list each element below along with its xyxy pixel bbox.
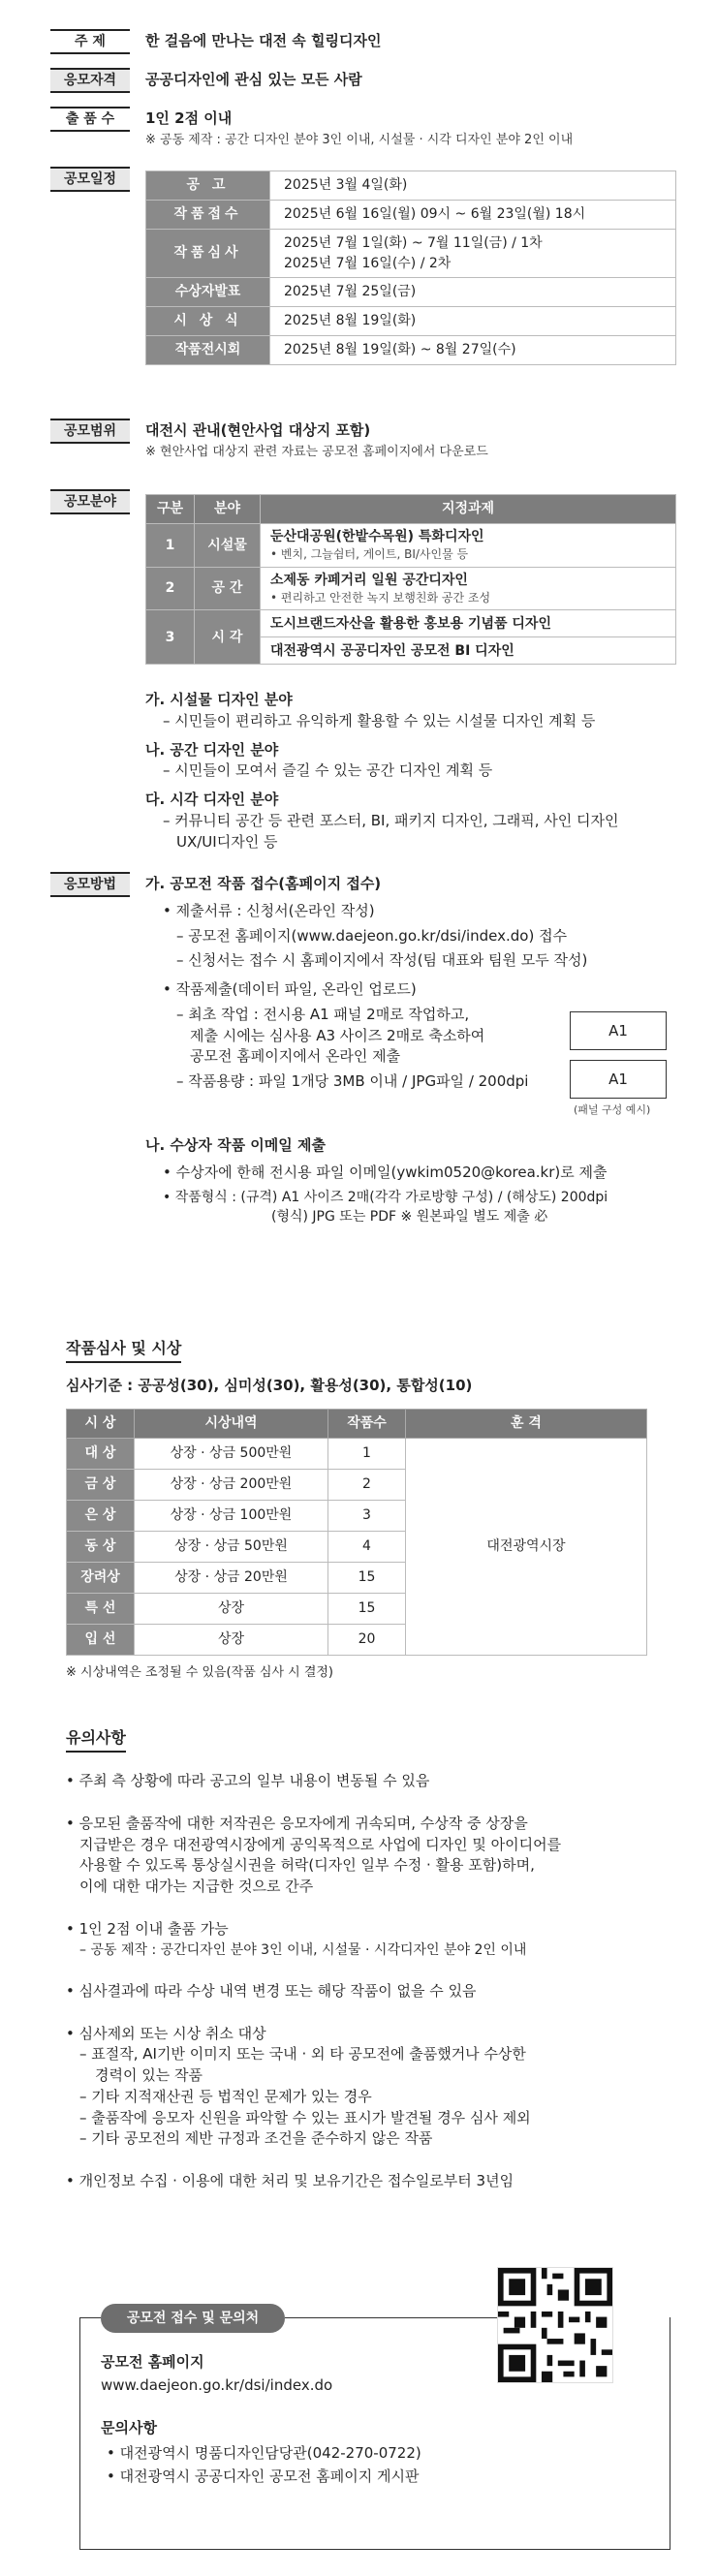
panel-note: (패널 구성 예시) bbox=[574, 1103, 651, 1116]
award-name: 대 상 bbox=[67, 1439, 135, 1470]
fields-desc-title: 다. 시각 디자인 분야 bbox=[145, 791, 279, 808]
judging-title: 작품심사 및 시상 bbox=[66, 1337, 181, 1363]
notice-line: • 심사결과에 따라 수상 내역 변경 또는 해당 작품이 없을 수 있음 bbox=[66, 1981, 477, 2000]
contact-inquiry-1: • 대전광역시 명품디자인담당관(042-270-0722) bbox=[107, 2444, 421, 2462]
notice-title: 유의사항 bbox=[66, 1726, 126, 1753]
method-a2-1: – 최초 작업 : 전시용 A1 패널 2매로 작업하고, bbox=[176, 1005, 470, 1023]
method-a1-1: – 공모전 홈페이지(www.daejeon.go.kr/dsi/index.do) 접수 bbox=[176, 926, 568, 945]
contact-inquiry-title: 문의사항 bbox=[101, 2419, 157, 2436]
fields-task-title: 대전광역시 공공디자인 공모전 BI 디자인 bbox=[261, 637, 676, 665]
award-header: 작품수 bbox=[328, 1410, 406, 1439]
award-count: 4 bbox=[328, 1532, 406, 1563]
schedule-value: 2025년 8월 19일(화) bbox=[270, 307, 676, 336]
fields-name: 공 간 bbox=[195, 567, 261, 610]
schedule-head: 작품접수 bbox=[146, 201, 270, 230]
contact-tab: 공모전 접수 및 문의처 bbox=[101, 2304, 285, 2333]
fields-task-title: 둔산대공원(한밭수목원) 특화디자인 bbox=[270, 529, 484, 544]
schedule-row bbox=[146, 336, 676, 365]
notice-line: • 개인정보 수집 · 이용에 대한 처리 및 보유기간은 접수일로부터 3년임 bbox=[66, 2172, 514, 2190]
notice-item bbox=[66, 1814, 678, 1898]
schedule-row bbox=[146, 230, 676, 278]
fields-task bbox=[261, 567, 676, 610]
notice-line: 지급받은 경우 대전광역시장에게 공익목적으로 사업에 디자인 및 아이디어를 bbox=[79, 1835, 562, 1853]
award-name: 입 선 bbox=[67, 1625, 135, 1656]
method-b-title: 나. 수상자 작품 이메일 제출 bbox=[145, 1136, 326, 1154]
award-header: 시상내역 bbox=[135, 1410, 328, 1439]
schedule-value: 2025년 7월 25일(금) bbox=[270, 278, 676, 307]
award-detail: 상장 · 상금 100만원 bbox=[135, 1501, 328, 1532]
method-a1-2: – 신청서는 접수 시 홈페이지에서 작성(팀 대표와 팀원 모두 작성) bbox=[176, 951, 588, 970]
fields-header: 구분 bbox=[146, 495, 195, 524]
award-header: 훈 격 bbox=[406, 1410, 647, 1439]
method-label: 응모방법 bbox=[50, 872, 130, 897]
method-b3: (형식) JPG 또는 PDF ※ 원본파일 별도 제출 必 bbox=[271, 1208, 548, 1225]
notice-list bbox=[66, 1771, 678, 2214]
notice-line: – 출품작에 응모자 신원을 파악할 수 있는 표시가 발견될 경우 심사 제외 bbox=[79, 2108, 531, 2126]
fields-no: 2 bbox=[146, 567, 195, 610]
notice-item bbox=[66, 2024, 678, 2151]
schedule-head: 작품전시회 bbox=[146, 336, 270, 365]
fields-label: 공모분야 bbox=[50, 489, 130, 514]
award-count: 3 bbox=[328, 1501, 406, 1532]
award-header: 시 상 bbox=[67, 1410, 135, 1439]
schedule-row bbox=[146, 171, 676, 201]
scope-value: 대전시 관내(현안사업 대상지 포함) bbox=[145, 421, 371, 439]
theme-label: 주 제 bbox=[50, 29, 130, 54]
award-detail: 상장 · 상금 20만원 bbox=[135, 1563, 328, 1594]
fields-row bbox=[146, 610, 676, 637]
award-count: 15 bbox=[328, 1563, 406, 1594]
notice-line: • 심사제외 또는 시상 취소 대상 bbox=[66, 2024, 266, 2042]
award-detail: 상장 · 상금 500만원 bbox=[135, 1439, 328, 1470]
schedule-head: 공 고 bbox=[146, 171, 270, 201]
notice-line: – 기타 공모전의 제반 규정과 조건을 준수하지 않은 작품 bbox=[79, 2129, 433, 2148]
method-a1: • 제출서류 : 신청서(온라인 작성) bbox=[163, 901, 375, 919]
notice-line: 경력이 있는 작품 bbox=[95, 2066, 203, 2085]
fields-desc-text: – 커뮤니티 공간 등 관련 포스터, BI, 패키지 디자인, 그래픽, 사인 디자인 bbox=[163, 811, 619, 829]
method-b bbox=[145, 1135, 688, 1226]
submissions-value: 1인 2점 이내 bbox=[145, 109, 233, 127]
contact-box-top-left bbox=[79, 2317, 101, 2318]
method-a2-2: 제출 시에는 심사용 A3 사이즈 2매로 축소하여 bbox=[190, 1026, 485, 1044]
schedule-value bbox=[270, 230, 676, 278]
fields-task-title: 소제동 카페거리 일원 공간디자인 bbox=[270, 572, 468, 588]
award-count: 2 bbox=[328, 1470, 406, 1501]
method-b1: • 수상자에 한해 전시용 파일 이메일(ywkim0520@korea.kr)로 제출 bbox=[163, 1163, 608, 1181]
award-honor: 대전광역시장 bbox=[406, 1439, 647, 1656]
schedule-head: 수상자발표 bbox=[146, 278, 270, 307]
judging-note: ※ 시상내역은 조정될 수 있음(작품 심사 시 결정) bbox=[66, 1665, 334, 1680]
qr-code-icon[interactable] bbox=[497, 2267, 613, 2383]
fields-desc bbox=[145, 690, 688, 853]
scope-note: ※ 현안사업 대상지 관련 자료는 공모전 홈페이지에서 다운로드 bbox=[145, 445, 488, 459]
notice-item bbox=[66, 1981, 678, 2002]
award-table bbox=[66, 1409, 647, 1656]
contact-inquiry-2: • 대전광역시 공공디자인 공모전 홈페이지 게시판 bbox=[107, 2467, 420, 2485]
notice-line: 이에 대한 대가는 지급한 것으로 간주 bbox=[79, 1878, 314, 1895]
fields-desc-title: 가. 시설물 디자인 분야 bbox=[145, 691, 293, 708]
notice-item bbox=[66, 1771, 678, 1792]
fields-name: 시설물 bbox=[195, 524, 261, 568]
fields-row bbox=[146, 567, 676, 610]
award-header-row bbox=[67, 1410, 647, 1439]
schedule-table bbox=[145, 171, 676, 365]
contact-site-url[interactable]: www.daejeon.go.kr/dsi/index.do bbox=[101, 2376, 333, 2394]
submissions-note: ※ 공동 제작 : 공간 디자인 분야 3인 이내, 시설물 · 시각 디자인 분야 2인 이내 bbox=[145, 133, 574, 147]
schedule-value-line1: 2025년 7월 1일(화) ~ 7월 11일(금) / 1차 bbox=[284, 235, 543, 252]
notice-line: • 주최 측 상황에 따라 공고의 일부 내용이 변동될 수 있음 bbox=[66, 1772, 430, 1789]
award-count: 20 bbox=[328, 1625, 406, 1656]
fields-desc-text: – 시민들이 편리하고 유익하게 활용할 수 있는 시설물 디자인 계획 등 bbox=[163, 711, 596, 729]
eligibility-label: 응모자격 bbox=[50, 68, 130, 93]
award-name: 은 상 bbox=[67, 1501, 135, 1532]
schedule-row bbox=[146, 307, 676, 336]
fields-task-title: 도시브랜드자산을 활용한 홍보용 기념품 디자인 bbox=[261, 610, 676, 637]
notice-item bbox=[66, 1919, 678, 1960]
notice-line: • 1인 2점 이내 출품 가능 bbox=[66, 1919, 229, 1938]
eligibility-value: 공공디자인에 관심 있는 모든 사람 bbox=[145, 71, 362, 88]
fields-desc-text: UX/UI디자인 등 bbox=[176, 832, 278, 851]
notice-line: – 표절작, AI기반 이미지 또는 국내 · 외 타 공모전에 출품했거나 수상한 bbox=[79, 2045, 526, 2064]
fields-header: 지정과제 bbox=[261, 495, 676, 524]
method-a-title: 가. 공모전 작품 접수(홈페이지 접수) bbox=[145, 875, 382, 892]
fields-name: 시 각 bbox=[195, 610, 261, 665]
award-name: 장려상 bbox=[67, 1563, 135, 1594]
notice-line: – 기타 지적재산권 등 법적인 문제가 있는 경우 bbox=[79, 2087, 372, 2105]
fields-desc-text: – 시민들이 모여서 즐길 수 있는 공간 디자인 계획 등 bbox=[163, 761, 493, 780]
schedule-label: 공모일정 bbox=[50, 167, 130, 192]
fields-no: 1 bbox=[146, 524, 195, 568]
award-count: 1 bbox=[328, 1439, 406, 1470]
notice-line: – 공동 제작 : 공간디자인 분야 3인 이내, 시설물 · 시각디자인 분야 2인 이내 bbox=[79, 1941, 527, 1958]
method-a2: • 작품제출(데이터 파일, 온라인 업로드) bbox=[163, 980, 417, 998]
fields-task-sub: • 편리하고 안전한 녹지 보행친화 공간 조성 bbox=[270, 590, 491, 605]
notice-line: • 응모된 출품작에 대한 저작권은 응모자에게 귀속되며, 수상작 중 상장을 bbox=[66, 1814, 528, 1832]
fields-table bbox=[145, 494, 676, 665]
award-name: 특 선 bbox=[67, 1594, 135, 1625]
contact-site-title: 공모전 홈페이지 bbox=[101, 2353, 204, 2371]
award-detail: 상장 bbox=[135, 1625, 328, 1656]
schedule-value: 2025년 3월 4일(화) bbox=[270, 171, 676, 201]
schedule-head: 작품심사 bbox=[146, 230, 270, 278]
method-a2-4: – 작품용량 : 파일 1개당 3MB 이내 / JPG파일 / 200dpi bbox=[176, 1072, 529, 1090]
contact-box-top-mid bbox=[285, 2317, 497, 2318]
award-detail: 상장 · 상금 200만원 bbox=[135, 1470, 328, 1501]
notice-item bbox=[66, 2171, 678, 2192]
a1-panel-box: A1 bbox=[570, 1011, 667, 1050]
fields-row bbox=[146, 524, 676, 568]
schedule-head: 시 상 식 bbox=[146, 307, 270, 336]
award-row bbox=[67, 1439, 647, 1470]
judging-criteria: 심사기준 : 공공성(30), 심미성(30), 활용성(30), 통합성(10) bbox=[66, 1377, 473, 1394]
schedule-row bbox=[146, 201, 676, 230]
schedule-value: 2025년 6월 16일(월) 09시 ~ 6월 23일(월) 18시 bbox=[270, 201, 676, 230]
fields-desc-title: 나. 공간 디자인 분야 bbox=[145, 740, 279, 759]
award-name: 금 상 bbox=[67, 1470, 135, 1501]
method-b2: • 작품형식 : (규격) A1 사이즈 2매(각각 가로방향 구성) / (해상도) 200dpi bbox=[163, 1189, 608, 1205]
award-count: 15 bbox=[328, 1594, 406, 1625]
fields-task-sub: • 벤치, 그늘쉼터, 게이트, BI/사인물 등 bbox=[270, 547, 469, 562]
method-a2-3: 공모전 홈페이지에서 온라인 제출 bbox=[190, 1047, 401, 1066]
submissions-label: 출 품 수 bbox=[50, 107, 130, 132]
award-detail: 상장 bbox=[135, 1594, 328, 1625]
award-detail: 상장 · 상금 50만원 bbox=[135, 1532, 328, 1563]
schedule-value-line2: 2025년 7월 16일(수) / 2차 bbox=[284, 255, 452, 271]
fields-task bbox=[261, 524, 676, 568]
schedule-value: 2025년 8월 19일(화) ~ 8월 27일(수) bbox=[270, 336, 676, 365]
fields-no: 3 bbox=[146, 610, 195, 665]
award-name: 동 상 bbox=[67, 1532, 135, 1563]
theme-value: 한 걸음에 만나는 대전 속 힐링디자인 bbox=[145, 32, 382, 49]
fields-header: 분야 bbox=[195, 495, 261, 524]
fields-header-row bbox=[146, 495, 676, 524]
notice-line: 사용할 수 있도록 통상실시권을 허락(디자인 일부 수정 · 활용 포함)하며, bbox=[79, 1856, 535, 1875]
a1-panel-box: A1 bbox=[570, 1060, 667, 1099]
scope-label: 공모범위 bbox=[50, 419, 130, 444]
schedule-row bbox=[146, 278, 676, 307]
